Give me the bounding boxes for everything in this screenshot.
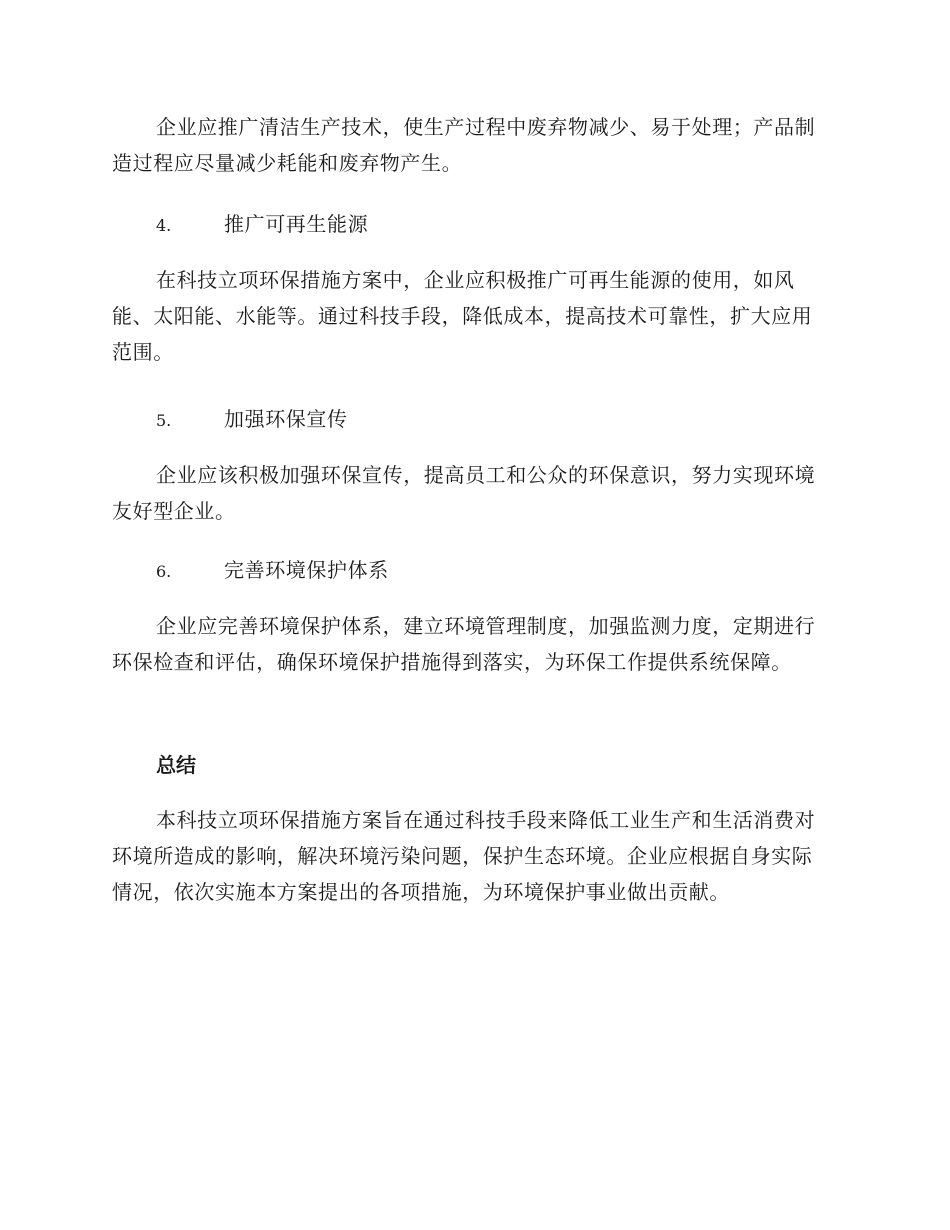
list-item-number: 5. (156, 411, 172, 430)
list-item-protection-system (156, 556, 389, 586)
list-item-number: 6. (156, 562, 172, 581)
paragraph-renewable-energy: 在科技立项环保措施方案中，企业应积极推广可再生能源的使用，如风能、太阳能、水能等。通过科技手段，降低成本，提高技术可靠性，扩大应用范围。 (112, 268, 813, 364)
paragraph-clean-production: 企业应推广清洁生产技术，使生产过程中废弃物减少、易于处理；产品制造过程应尽量减少耗能和废弃物产生。 (112, 115, 816, 175)
list-item-environmental-publicity (156, 405, 348, 435)
list-item-renewable-energy (156, 210, 368, 240)
list-item-title: 完善环境保护体系 (224, 558, 389, 582)
list-item-title: 加强环保宣传 (224, 407, 348, 431)
paragraph-environmental-publicity: 企业应该积极加强环保宣传，提高员工和公众的环保意识，努力实现环境友好型企业。 (112, 463, 816, 523)
paragraph-summary: 本科技立项环保措施方案旨在通过科技手段来降低工业生产和生活消费对环境所造成的影响，解决环境污染问题，保护生态环境。企业应根据自身实际情况，依次实施本方案提出的各项措施，为环境保护事业做出贡献。 (112, 808, 816, 904)
summary-heading: 总结 (156, 753, 196, 777)
list-item-number: 4. (156, 216, 172, 235)
list-item-title: 推广可再生能源 (224, 212, 369, 236)
paragraph-protection-system: 企业应完善环境保护体系，建立环境管理制度，加强监测力度，定期进行环保检查和评估，确保环境保护措施得到落实，为环保工作提供系统保障。 (112, 614, 816, 674)
